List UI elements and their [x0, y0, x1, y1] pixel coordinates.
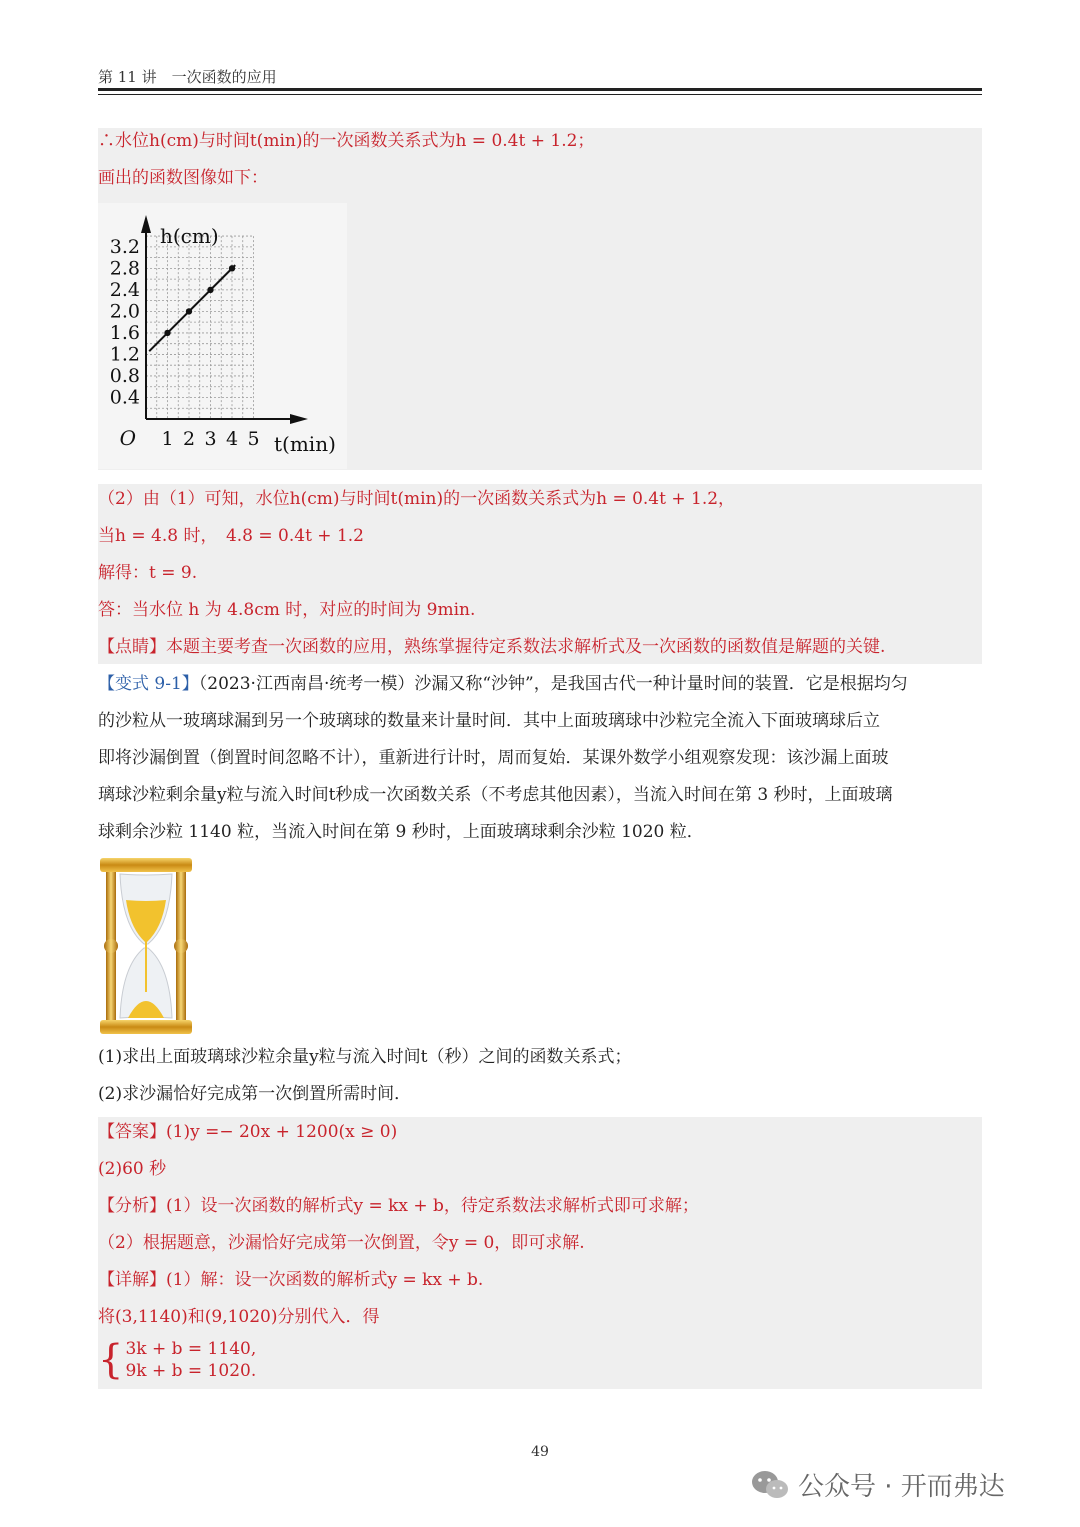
- watermark-text: 公众号 · 开而弗达: [798, 1472, 1005, 1502]
- analysis-line2: （2）根据题意，沙漏恰好完成第一次倒置，令y = 0，即可求解.: [98, 1233, 585, 1253]
- y-tick-label: 1.6: [109, 321, 140, 344]
- part2-line2: 当h = 4.8 时， 4.8 = 0.4t + 1.2: [98, 526, 364, 546]
- detail-line1: 【详解】(1）解：设一次函数的解析式y = kx + b.: [98, 1270, 484, 1290]
- wechat-icon: [750, 1468, 790, 1502]
- problem-tag: 【变式 9-1】: [98, 674, 199, 694]
- function-line: [149, 265, 235, 351]
- data-point: [207, 287, 213, 293]
- x-tick-label: 4: [225, 428, 239, 450]
- x-tick-label: 5: [247, 428, 260, 450]
- page-number: 49: [531, 1444, 549, 1460]
- y-tick-label: 3.2: [109, 235, 140, 258]
- function-graph: [98, 203, 347, 469]
- question-1: (1)求出上面玻璃球沙粒余量y粒与流入时间t（秒）之间的函数关系式；: [98, 1047, 632, 1067]
- y-tick-label: 0.8: [109, 364, 140, 387]
- problem-line1: [98, 672, 908, 696]
- x-axis-label: t(min): [274, 432, 336, 456]
- part2-answer: 答：当水位 h 为 4.8cm 时，对应的时间为 9min.: [98, 600, 476, 620]
- hourglass-image: [98, 856, 194, 1036]
- data-point: [229, 265, 235, 271]
- equation-system: [98, 1338, 256, 1382]
- question-2: (2)求沙漏恰好完成第一次倒置所需时间．: [98, 1084, 412, 1104]
- conclusion-line: ∴水位h(cm)与时间t(min)的一次函数关系式为h = 0.4t + 1.2；: [98, 131, 595, 151]
- y-axis-arrow: [141, 215, 151, 233]
- watermark: [750, 1466, 1005, 1503]
- dianjing-note: 【点睛】本题主要考查一次函数的应用，熟练掌握待定系数法求解析式及一次函数的函数值是解题的关键.: [98, 637, 886, 657]
- problem-line3: 即将沙漏倒置（倒置时间忽略不计），重新进行计时，周而复始．某课外数学小组观察发现：该沙漏上面玻: [98, 748, 889, 768]
- function-graph-svg: [98, 203, 347, 469]
- data-point: [164, 330, 170, 336]
- part2-line1: （2）由（1）可知，水位h(cm)与时间t(min)的一次函数关系式为h = 0.4t + 1.2，: [98, 489, 736, 509]
- problem-line5: 球剩余沙粒 1140 粒，当流入时间在第 9 秒时，上面玻璃球剩余沙粒 1020 粒．: [98, 822, 704, 842]
- y-tick-label: 0.4: [109, 386, 140, 409]
- header-rule-thin: [98, 94, 982, 95]
- page-header: 第 11 讲 一次函数的应用: [98, 68, 277, 86]
- detail-line2: 将(3,1140)和(9,1020)分别代入．得: [98, 1307, 380, 1327]
- equation-2: 9k + b = 1020.: [125, 1361, 257, 1381]
- x-tick-label: 1: [161, 428, 174, 450]
- y-axis-label: h(cm): [160, 224, 219, 248]
- header-rule-thick: [98, 88, 982, 91]
- y-tick-label: 2.4: [109, 278, 140, 301]
- y-tick-label: 1.2: [109, 343, 140, 366]
- y-tick-label: 2.0: [109, 300, 140, 323]
- problem-line1-text: （2023·江西南昌·统考一模）沙漏又称“沙钟”，是我国古代一种计量时间的装置．它是根据均匀: [198, 674, 908, 694]
- data-point: [186, 308, 192, 314]
- x-tick-label: 3: [204, 428, 217, 450]
- answer-line1: 【答案】(1)y =− 20x + 1200(x ≥ 0): [98, 1122, 398, 1142]
- x-tick-label: 2: [182, 428, 196, 450]
- equation-brace: {: [98, 1337, 124, 1383]
- answer-line2: (2)60 秒: [98, 1159, 167, 1179]
- x-axis-arrow: [290, 414, 308, 424]
- y-tick-label: 2.8: [109, 257, 140, 280]
- problem-line2: 的沙粒从一玻璃球漏到另一个玻璃球的数量来计量时间．其中上面玻璃球中沙粒完全流入下面玻璃球后立: [98, 711, 880, 731]
- graph-intro-line: 画出的函数图像如下：: [98, 168, 268, 188]
- analysis-line1: 【分析】(1）设一次函数的解析式y = kx + b，待定系数法求解析式即可求解；: [98, 1196, 699, 1216]
- equation-1: 3k + b = 1140,: [125, 1339, 257, 1359]
- problem-line4: 璃球沙粒剩余量y粒与流入时间t秒成一次函数关系（不考虑其他因素），当流入时间在第 3 秒时，上面玻璃: [98, 785, 893, 805]
- part2-line3: 解得：t = 9.: [98, 563, 198, 583]
- origin-label: O: [119, 426, 136, 450]
